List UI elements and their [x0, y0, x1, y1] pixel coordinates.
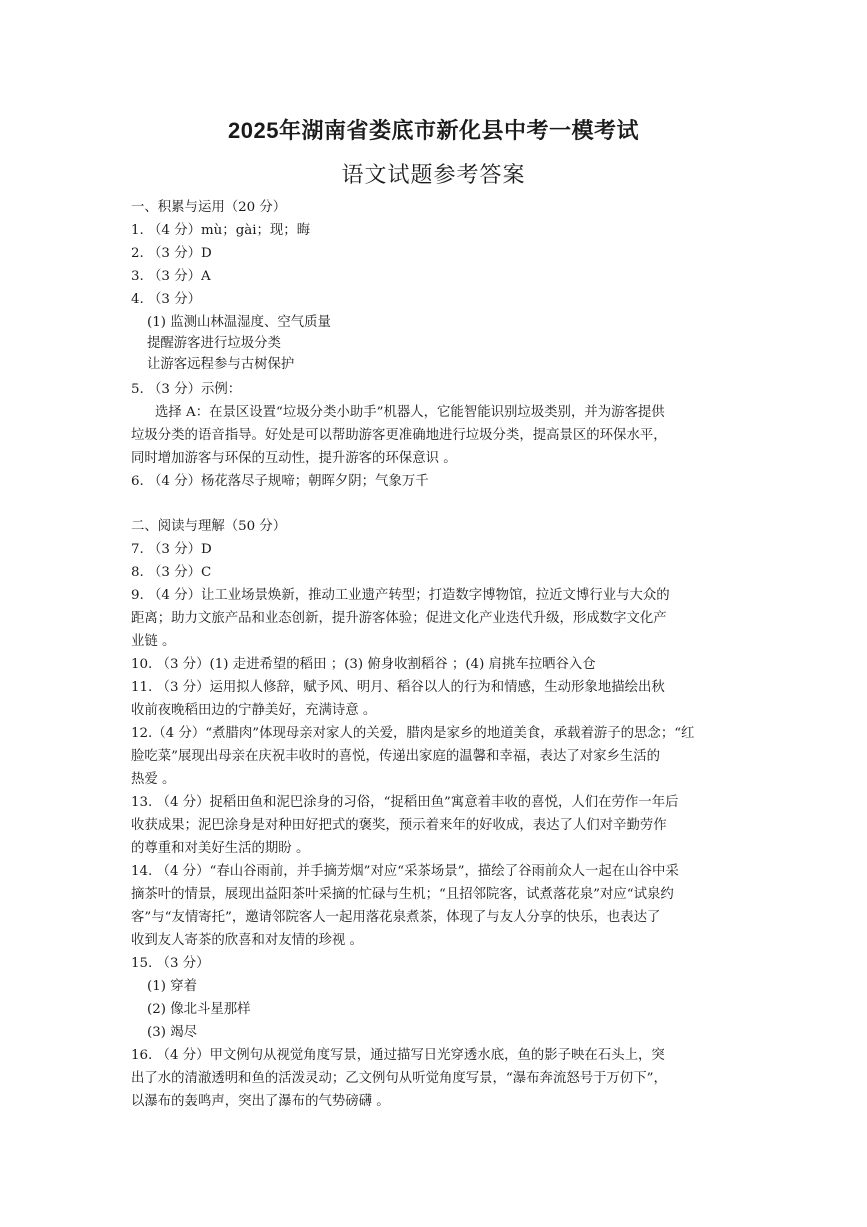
answer-14-line-3: 客”与“友情寄托”，邀请邻院客人一起用落花泉煮茶，体现了与友人分享的快乐，也表达了 [131, 910, 661, 925]
answer-13-line-2: 收获成果；泥巴涂身是对种田好把式的褒奖，预示着来年的好收成，表达了人们对辛勤劳作 [131, 818, 667, 833]
document-title [0, 114, 867, 145]
answer-12-line-3: 热爱 。 [131, 772, 176, 787]
answer-9-line-1: 9. （4 分）让工业场景焕新，推动工业遗产转型；打造数字博物馆，拉近文博行业与大众的 [131, 588, 670, 603]
answer-11-line-2: 收前夜晚稻田边的宁静美好，充满诗意 。 [131, 703, 377, 718]
answer-4-item-1: (1) 监测山林温湿度、空气质量 [147, 315, 331, 330]
title-text: 年湖南省娄底市新化县中考一模考试 [278, 118, 639, 144]
answer-11-line-1: 11. （3 分）运用拟人修辞，赋予风、明月、稻谷以人的行为和情感，生动形象地描绘出秋 [131, 680, 665, 695]
answer-5: 5. （3 分）示例： [131, 382, 242, 397]
answer-3: 3. （3 分）A [131, 269, 211, 284]
answer-5-line-1: 选择 A：在景区设置“垃圾分类小助手”机器人，它能智能识别垃圾类别，并为游客提供 [155, 405, 665, 420]
answer-14-line-1: 14. （4 分）“春山谷雨前，并手摘芳烟”对应“采茶场景”，描绘了谷雨前众人一起在山谷中采 [131, 864, 679, 879]
answer-16-line-1: 16. （4 分）甲文例句从视觉角度写景，通过描写日光穿透水底，鱼的影子映在石头上，突 [131, 1048, 665, 1063]
section-1-heading: 一、积累与运用（20 分） [131, 200, 287, 215]
answer-5-line-3: 同时增加游客与环保的互动性，提升游客的环保意识 。 [131, 451, 457, 466]
answer-8: 8. （3 分）C [131, 565, 212, 580]
answer-13-line-3: 的尊重和对美好生活的期盼 。 [131, 841, 310, 856]
answer-1: 1. （4 分）mù；gài；现；晦 [131, 223, 311, 238]
answer-5-line-2: 垃圾分类的语音指导。好处是可以帮助游客更准确地进行垃圾分类，提高景区的环保水平， [131, 428, 667, 443]
title-year: 2025 [228, 118, 279, 143]
answer-14-line-4: 收到友人寄茶的欣喜和对友情的珍视 。 [131, 933, 363, 948]
answer-9-line-3: 业链 。 [131, 634, 176, 649]
answer-10: 10. （3 分）(1) 走进希望的稻田 ；(3) 俯身收割稻谷 ；(4) 肩挑车拉晒谷入仓 [131, 657, 596, 672]
answer-16-line-3: 以瀑布的轰鸣声，突出了瀑布的气势磅礴 。 [131, 1094, 390, 1109]
answer-4-item-2: 提醒游客进行垃圾分类 [147, 336, 281, 351]
answer-7: 7. （3 分）D [131, 542, 212, 557]
answer-6: 6. （4 分）杨花落尽子规啼；朝晖夕阴；气象万千 [131, 474, 429, 489]
answer-14-line-2: 摘茶叶的情景，展现出益阳茶叶采摘的忙碌与生机；“且招邻院客，试煮落花泉”对应“试泉约 [131, 887, 674, 902]
answer-15-item-2: (2) 像北斗星那样 [147, 1002, 251, 1017]
answer-4-item-3: 让游客远程参与古树保护 [147, 357, 295, 372]
document-subtitle: 语文试题参考答案 [341, 163, 526, 188]
answer-15-item-3: (3) 竭尽 [147, 1025, 198, 1040]
answer-15: 15. （3 分） [131, 956, 210, 971]
section-2-heading: 二、阅读与理解（50 分） [131, 519, 287, 534]
answer-12-line-2: 脸吃菜”展现出母亲在庆祝丰收时的喜悦，传递出家庭的温馨和幸福，表达了对家乡生活的 [131, 749, 661, 764]
answer-15-item-1: (1) 穿着 [147, 979, 198, 994]
answer-2: 2. （3 分）D [131, 246, 212, 261]
answer-12-line-1: 12.（4 分）“煮腊肉”体现母亲对家人的关爱，腊肉是家乡的地道美食，承载着游子的思念；“红 [131, 726, 695, 741]
answer-9-line-2: 距离；助力文旅产品和业态创新，提升游客体验；促进文化产业迭代升级，形成数字文化产 [131, 611, 667, 626]
answer-16-line-2: 出了水的清澈透明和鱼的活泼灵动；乙文例句从听觉角度写景，“瀑布奔流怒号于万仞下”， [131, 1071, 667, 1086]
answer-13-line-1: 13. （4 分）捉稻田鱼和泥巴涂身的习俗，“捉稻田鱼”寓意着丰收的喜悦，人们在劳作一年后 [131, 795, 679, 810]
answer-4: 4. （3 分） [131, 292, 201, 307]
